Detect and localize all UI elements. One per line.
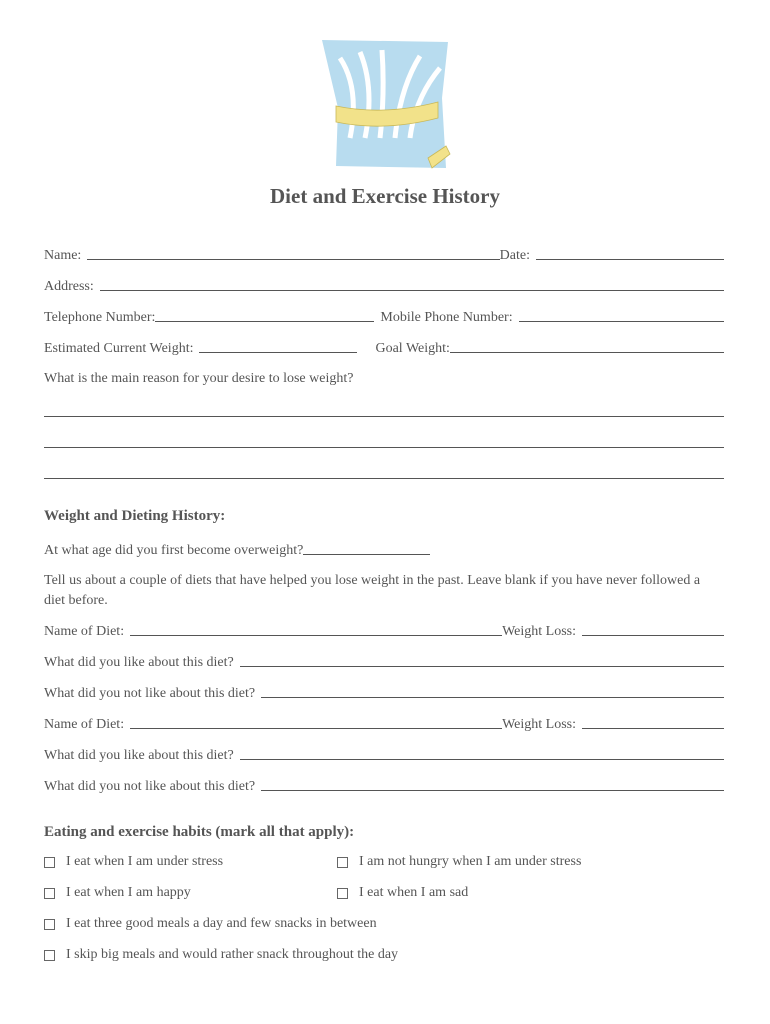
habit-option (337, 854, 581, 870)
date-label: Date: (499, 248, 530, 263)
reason-line-2[interactable] (44, 447, 724, 448)
diet2-disliked-label: What did you not like about this diet? (44, 779, 256, 794)
diet2-weight-loss-label: Weight Loss: (502, 717, 576, 732)
overweight-age-row (44, 539, 724, 559)
habit-option (44, 947, 398, 963)
goal-weight-label: Goal Weight: (375, 341, 450, 356)
mobile-field[interactable] (519, 321, 724, 322)
diet1-name-label: Name of Diet: (44, 624, 125, 639)
weight-history-heading: Weight and Dieting History: (44, 508, 226, 524)
diet1-disliked-label: What did you not like about this diet? (44, 686, 256, 701)
habit-label: I eat when I am sad (359, 885, 469, 900)
diet2-liked-field[interactable] (240, 759, 724, 760)
habit-checkbox[interactable] (44, 888, 55, 899)
address-label: Address: (44, 279, 94, 294)
name-label: Name: (44, 248, 82, 263)
reason-line-3[interactable] (44, 478, 724, 479)
diet2-liked-row (44, 744, 724, 764)
logo-image (320, 38, 452, 170)
telephone-field[interactable] (155, 321, 374, 322)
overweight-age-label: At what age did you first become overweight? (44, 543, 304, 558)
diet1-row (44, 620, 724, 640)
habit-label: I skip big meals and would rather snack throughout the day (66, 947, 399, 962)
mobile-label: Mobile Phone Number: (380, 310, 513, 325)
habit-label: I eat three good meals a day and few snacks in between (66, 916, 377, 931)
reason-line-1[interactable] (44, 416, 724, 417)
diet1-disliked-row (44, 682, 724, 702)
goal-weight-field[interactable] (450, 352, 724, 353)
telephone-label: Telephone Number: (44, 310, 156, 325)
diet1-liked-label: What did you like about this diet? (44, 655, 234, 670)
habit-checkbox[interactable] (337, 888, 348, 899)
diets-intro: Tell us about a couple of diets that have helped you lose weight in the past. Leave blank if you have never followed a diet before. (44, 573, 701, 608)
habit-label: I am not hungry when I am under stress (359, 854, 582, 869)
habit-label: I eat when I am under stress (66, 854, 224, 869)
current-weight-label: Estimated Current Weight: (44, 341, 194, 356)
habit-option (44, 916, 377, 932)
current-weight-field[interactable] (199, 352, 357, 353)
diet2-name-label: Name of Diet: (44, 717, 125, 732)
phone-row (44, 306, 724, 326)
diet1-weight-loss-label: Weight Loss: (502, 624, 576, 639)
diet2-liked-label: What did you like about this diet? (44, 748, 234, 763)
reason-question: What is the main reason for your desire to lose weight? (44, 371, 354, 386)
diet1-weight-loss-field[interactable] (582, 635, 724, 636)
diet2-disliked-row (44, 775, 724, 795)
diet2-disliked-field[interactable] (261, 790, 724, 791)
habit-checkbox[interactable] (44, 950, 55, 961)
habit-checkbox[interactable] (337, 857, 348, 868)
diet2-row (44, 713, 724, 733)
habits-heading: Eating and exercise habits (mark all that apply): (44, 824, 355, 840)
weight-row (44, 337, 724, 357)
habit-label: I eat when I am happy (66, 885, 191, 900)
habit-checkbox[interactable] (44, 919, 55, 930)
diet1-disliked-field[interactable] (261, 697, 724, 698)
diet1-liked-row (44, 651, 724, 671)
habit-checkbox[interactable] (44, 857, 55, 868)
diet1-liked-field[interactable] (240, 666, 724, 667)
page-title: Diet and Exercise History (270, 184, 500, 208)
address-row (44, 275, 724, 295)
diet1-name-field[interactable] (130, 635, 502, 636)
habit-option (337, 885, 468, 901)
name-date-row (44, 244, 724, 264)
diet2-weight-loss-field[interactable] (582, 728, 724, 729)
habit-option (44, 885, 191, 901)
date-field[interactable] (536, 259, 724, 260)
name-field[interactable] (87, 259, 499, 260)
diet2-name-field[interactable] (130, 728, 502, 729)
overweight-age-field[interactable] (303, 554, 430, 555)
address-field[interactable] (100, 290, 724, 291)
habit-option (44, 854, 223, 870)
